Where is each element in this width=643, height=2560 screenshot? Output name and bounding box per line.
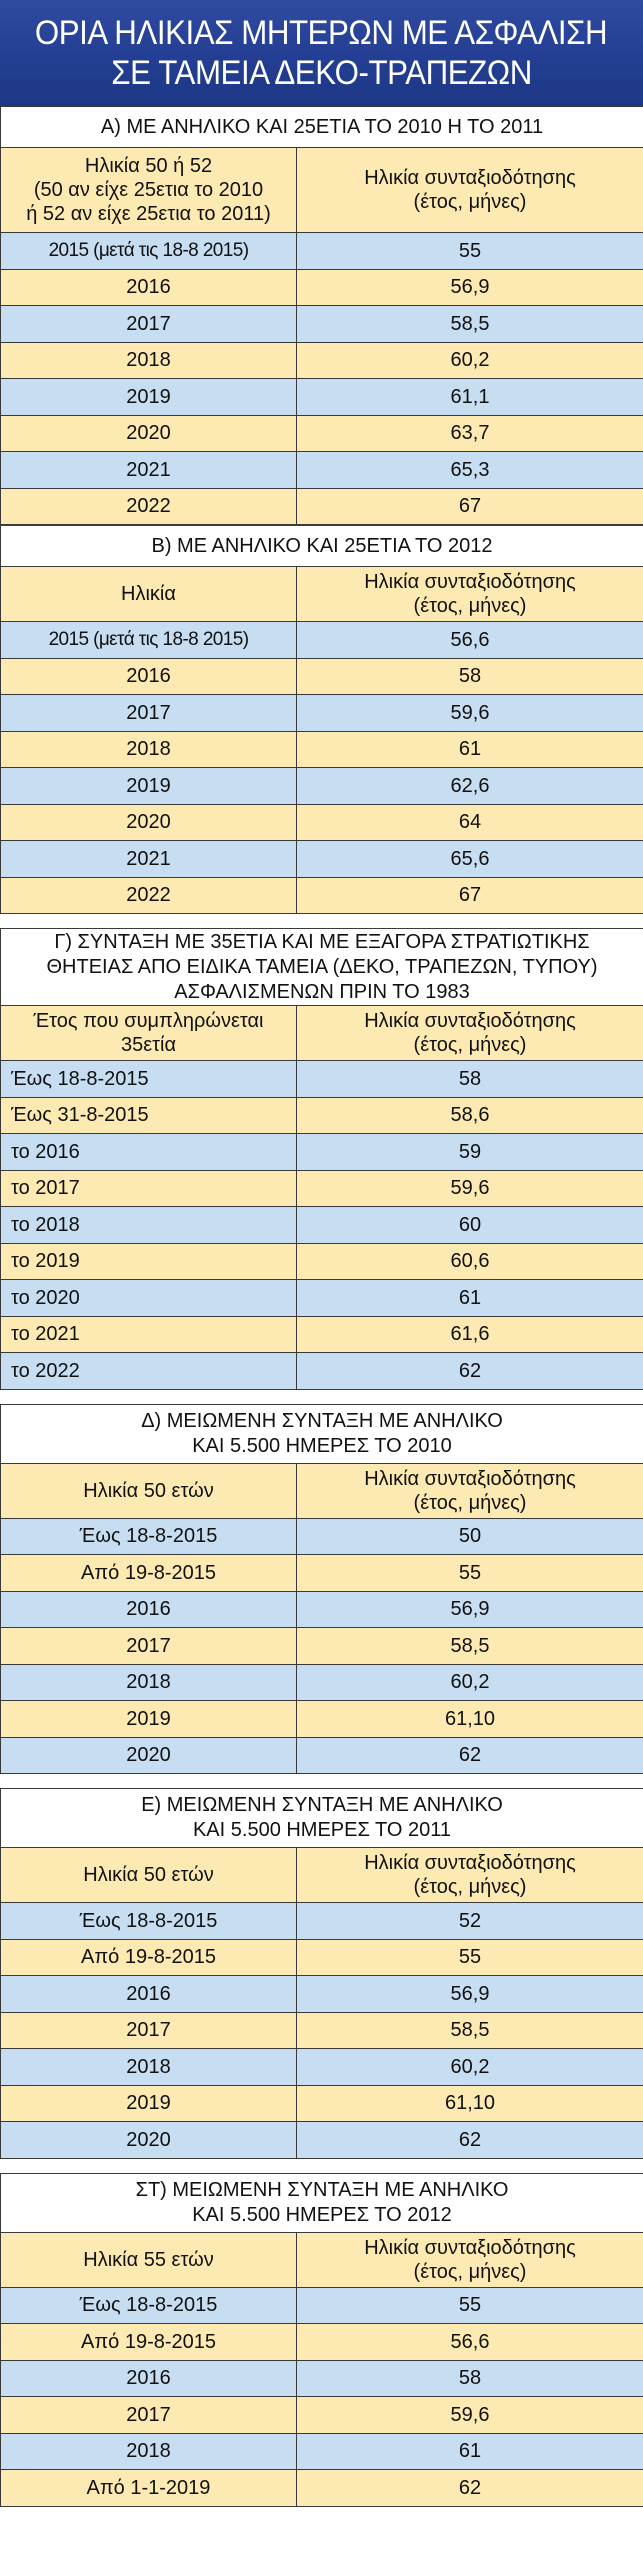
section-title-row	[1, 929, 643, 1006]
period-cell: 2022	[1, 488, 297, 525]
retirement-age-cell: 62	[297, 1353, 643, 1390]
column-header-retirement-age	[297, 1463, 643, 1518]
text-line: ΑΣΦΑΛΙΣΜΕΝΩΝ ΠΡΙΝ ΤΟ 1983	[174, 980, 470, 1003]
period-cell: Έως 18-8-2015	[1, 1903, 297, 1940]
sections-container	[0, 106, 643, 2507]
period-cell: 2018	[1, 342, 297, 379]
period-cell: 2021	[1, 452, 297, 489]
text-line: ΘΗΤΕΙΑΣ ΑΠΟ ΕΙΔΙΚΑ ΤΑΜΕΙΑ (ΔΕΚΟ, ΤΡΑΠΕΖΩΝ, ΤΥΠΟΥ)	[46, 955, 598, 978]
table-row	[1, 1701, 643, 1738]
retirement-age-cell: 61,10	[297, 1701, 643, 1738]
table-row	[1, 2012, 643, 2049]
text-line: Ηλικία συνταξιοδότησης	[364, 2236, 576, 2259]
column-header-retirement-age	[297, 2232, 643, 2287]
retirement-age-cell: 62	[297, 1737, 643, 1774]
text-line: 35ετία	[120, 1034, 177, 1056]
section-title-row	[1, 1404, 643, 1463]
section-title	[1, 1404, 643, 1463]
section-title-row	[1, 2173, 643, 2232]
section-header-row	[1, 148, 643, 233]
table-row	[1, 2360, 643, 2397]
period-cell: 2017	[1, 695, 297, 732]
retirement-age-cell: 62	[297, 2122, 643, 2159]
text-line: Δ) ΜΕΙΩΜΕΝΗ ΣΥΝΤΑΞΗ ΜΕ ΑΝΗΛΙΚΟ	[141, 1409, 503, 1432]
period-cell: το 2016	[1, 1134, 297, 1171]
text-line: Ηλικία 50 ετών	[83, 1864, 214, 1886]
text-line: Γ) ΣΥΝΤΑΞΗ ΜΕ 35ΕΤΙΑ ΚΑΙ ΜΕ ΕΞΑΓΟΡΑ ΣΤΡΑΤΙΩΤΙΚΗΣ	[54, 930, 590, 953]
retirement-age-cell: 58,5	[297, 1628, 643, 1665]
text-line: Ηλικία συνταξιοδότησης	[364, 1852, 576, 1874]
table-row	[1, 804, 643, 841]
retirement-age-cell: 55	[297, 233, 643, 270]
retirement-age-cell: 59,6	[297, 2397, 643, 2434]
section-header-row	[1, 2232, 643, 2287]
table-row	[1, 2122, 643, 2159]
table-row	[1, 2470, 643, 2507]
text-line: Ηλικία 50 ετών	[83, 1479, 214, 1502]
text-line: ΚΑΙ 5.500 ΗΜΕΡΕΣ ΤΟ 2010	[192, 1434, 452, 1457]
table-row	[1, 2397, 643, 2434]
column-header-period	[1, 1848, 297, 1903]
retirement-age-cell: 60	[297, 1207, 643, 1244]
table-row	[1, 2085, 643, 2122]
table-row	[1, 1976, 643, 2013]
period-cell: 2019	[1, 768, 297, 805]
period-cell: 2015 (μετά τις 18-8 2015)	[1, 622, 297, 659]
period-cell: 2020	[1, 1737, 297, 1774]
column-header-retirement-age	[297, 148, 643, 233]
retirement-age-cell: 55	[297, 1555, 643, 1592]
section-title	[1, 929, 643, 1006]
table-row	[1, 1170, 643, 1207]
text-line: ΚΑΙ 5.500 ΗΜΕΡΕΣ ΤΟ 2011	[192, 1819, 452, 1841]
period-cell: 2017	[1, 306, 297, 343]
retirement-age-cell: 58	[297, 2360, 643, 2397]
table-row	[1, 1134, 643, 1171]
section-header-row	[1, 1463, 643, 1518]
text-line: ΣΤ) ΜΕΙΩΜΕΝΗ ΣΥΝΤΑΞΗ ΜΕ ΑΝΗΛΙΚΟ	[135, 2178, 509, 2201]
text-line: Έτος που συμπληρώνεται	[33, 1010, 264, 1032]
period-cell: το 2019	[1, 1243, 297, 1280]
text-line: (έτος, μήνες)	[413, 191, 527, 213]
table-row	[1, 1555, 643, 1592]
section-header-row	[1, 1848, 643, 1903]
table-row	[1, 1353, 643, 1390]
column-header-retirement-age	[297, 1006, 643, 1061]
period-cell: 2015 (μετά τις 18-8 2015)	[1, 233, 297, 270]
period-cell: Έως 18-8-2015	[1, 2287, 297, 2324]
text-line: Ηλικία	[121, 583, 176, 605]
table-row	[1, 269, 643, 306]
text-line: (έτος, μήνες)	[413, 595, 527, 617]
table-row	[1, 1061, 643, 1098]
text-line: (έτος, μήνες)	[413, 1876, 527, 1898]
text-line: Β) ΜΕ ΑΝΗΛΙΚΟ ΚΑΙ 25ΕΤΙΑ ΤΟ 2012	[151, 534, 493, 557]
table-row	[1, 1737, 643, 1774]
retirement-age-cell: 61,6	[297, 1316, 643, 1353]
table-row	[1, 1518, 643, 1555]
retirement-age-cell: 58	[297, 658, 643, 695]
period-cell: 2020	[1, 804, 297, 841]
main-title-line-2: ΣΕ ΤΑΜΕΙΑ ΔΕΚΟ-ΤΡΑΠΕΖΩΝ	[111, 54, 532, 92]
table-row	[1, 415, 643, 452]
retirement-age-cell: 65,6	[297, 841, 643, 878]
table-row	[1, 342, 643, 379]
retirement-age-cell: 64	[297, 804, 643, 841]
period-cell: 2019	[1, 379, 297, 416]
retirement-age-cell: 61	[297, 1280, 643, 1317]
section-gap	[0, 1390, 643, 1404]
text-line: Ηλικία συνταξιοδότησης	[364, 1010, 576, 1032]
column-header-retirement-age	[297, 567, 643, 622]
period-cell: το 2021	[1, 1316, 297, 1353]
retirement-age-cell: 65,3	[297, 452, 643, 489]
section-title-row	[1, 526, 643, 567]
table-row	[1, 233, 643, 270]
period-cell: το 2018	[1, 1207, 297, 1244]
text-line: Ε) ΜΕΙΩΜΕΝΗ ΣΥΝΤΑΞΗ ΜΕ ΑΝΗΛΙΚΟ	[141, 1794, 503, 1816]
retirement-age-cell: 56,6	[297, 622, 643, 659]
section-title	[1, 107, 643, 148]
retirement-age-cell: 63,7	[297, 415, 643, 452]
period-cell: 2017	[1, 2012, 297, 2049]
text-line: Α) ΜΕ ΑΝΗΛΙΚΟ ΚΑΙ 25ΕΤΙΑ ΤΟ 2010 Η ΤΟ 2011	[100, 115, 544, 138]
retirement-age-cell: 58,5	[297, 2012, 643, 2049]
section-title	[1, 1789, 643, 1848]
period-cell: Από 1-1-2019	[1, 2470, 297, 2507]
table-row	[1, 1591, 643, 1628]
period-cell: 2018	[1, 2049, 297, 2086]
retirement-age-cell: 61	[297, 2433, 643, 2470]
table-row	[1, 1280, 643, 1317]
table-row	[1, 768, 643, 805]
period-cell: 2019	[1, 1701, 297, 1738]
retirement-age-cell: 61	[297, 731, 643, 768]
period-cell: 2016	[1, 1591, 297, 1628]
retirement-age-cell: 59	[297, 1134, 643, 1171]
column-header-retirement-age	[297, 1848, 643, 1903]
text-line: (έτος, μήνες)	[413, 1034, 527, 1056]
table-row	[1, 306, 643, 343]
table-row	[1, 488, 643, 525]
retirement-age-cell: 55	[297, 2287, 643, 2324]
section-title-row	[1, 107, 643, 148]
retirement-age-cell: 52	[297, 1903, 643, 1940]
section-title	[1, 526, 643, 567]
text-line: ή 52 αν είχε 25ετια το 2011)	[26, 203, 271, 225]
period-cell: Από 19-8-2015	[1, 1939, 297, 1976]
retirement-age-cell: 60,2	[297, 342, 643, 379]
table-row	[1, 1316, 643, 1353]
retirement-age-cell: 61,10	[297, 2085, 643, 2122]
retirement-age-cell: 60,2	[297, 2049, 643, 2086]
section-header-row	[1, 1006, 643, 1061]
retirement-age-cell: 50	[297, 1518, 643, 1555]
table-row	[1, 379, 643, 416]
column-header-period	[1, 1006, 297, 1061]
retirement-age-cell: 56,9	[297, 1591, 643, 1628]
period-cell: 2016	[1, 269, 297, 306]
retirement-age-cell: 58,5	[297, 306, 643, 343]
period-cell: το 2017	[1, 1170, 297, 1207]
section-header-row	[1, 567, 643, 622]
retirement-age-cell: 55	[297, 1939, 643, 1976]
retirement-age-cell: 58	[297, 1061, 643, 1098]
period-cell: 2020	[1, 2122, 297, 2159]
column-header-period	[1, 1463, 297, 1518]
table-row	[1, 2433, 643, 2470]
section-gap	[0, 1774, 643, 1788]
period-cell: 2019	[1, 2085, 297, 2122]
retirement-age-cell: 58,6	[297, 1097, 643, 1134]
retirement-age-cell: 62,6	[297, 768, 643, 805]
table-row	[1, 877, 643, 914]
retirement-age-cell: 60,2	[297, 1664, 643, 1701]
period-cell: το 2022	[1, 1353, 297, 1390]
period-cell: Έως 18-8-2015	[1, 1518, 297, 1555]
table-row	[1, 658, 643, 695]
text-line: ΚΑΙ 5.500 ΗΜΕΡΕΣ ΤΟ 2012	[192, 2203, 452, 2226]
period-cell: 2017	[1, 2397, 297, 2434]
table-row	[1, 1628, 643, 1665]
period-cell: το 2020	[1, 1280, 297, 1317]
retirement-age-cell: 61,1	[297, 379, 643, 416]
text-line: (50 αν είχε 25ετια το 2010	[33, 179, 264, 201]
period-cell: Από 19-8-2015	[1, 2324, 297, 2361]
section-table-6	[0, 2173, 643, 2507]
table-row	[1, 2287, 643, 2324]
period-cell: 2022	[1, 877, 297, 914]
text-line: Ηλικία συνταξιοδότησης	[364, 571, 576, 593]
text-line: Ηλικία 50 ή 52	[84, 155, 213, 177]
table-row	[1, 622, 643, 659]
table-row	[1, 2049, 643, 2086]
retirement-age-cell: 67	[297, 488, 643, 525]
section-table-5	[0, 1788, 643, 2159]
table-row	[1, 731, 643, 768]
table-row	[1, 1664, 643, 1701]
section-title	[1, 2173, 643, 2232]
period-cell: Έως 31-8-2015	[1, 1097, 297, 1134]
table-row	[1, 1243, 643, 1280]
retirement-age-cell: 67	[297, 877, 643, 914]
period-cell: 2021	[1, 841, 297, 878]
table-row	[1, 1939, 643, 1976]
table-row	[1, 1903, 643, 1940]
column-header-period	[1, 567, 297, 622]
retirement-age-cell: 56,6	[297, 2324, 643, 2361]
text-line: Ηλικία συνταξιοδότησης	[364, 167, 576, 189]
text-line: (έτος, μήνες)	[413, 1491, 527, 1514]
text-line: (έτος, μήνες)	[413, 2260, 527, 2283]
section-table-2	[0, 525, 643, 914]
main-title-banner	[0, 0, 643, 106]
period-cell: 2020	[1, 415, 297, 452]
text-line: Ηλικία συνταξιοδότησης	[364, 1467, 576, 1490]
table-row	[1, 695, 643, 732]
period-cell: 2016	[1, 2360, 297, 2397]
table-row	[1, 841, 643, 878]
period-cell: 2017	[1, 1628, 297, 1665]
period-cell: 2018	[1, 1664, 297, 1701]
period-cell: 2016	[1, 658, 297, 695]
period-cell: 2016	[1, 1976, 297, 2013]
retirement-age-cell: 56,9	[297, 1976, 643, 2013]
text-line: Ηλικία 55 ετών	[83, 2248, 214, 2271]
section-table-3	[0, 928, 643, 1390]
section-gap	[0, 2159, 643, 2173]
column-header-period	[1, 148, 297, 233]
retirement-age-cell: 59,6	[297, 695, 643, 732]
table-row	[1, 1097, 643, 1134]
period-cell: Από 19-8-2015	[1, 1555, 297, 1592]
retirement-age-cell: 62	[297, 2470, 643, 2507]
period-cell: Έως 18-8-2015	[1, 1061, 297, 1098]
section-table-4	[0, 1404, 643, 1775]
retirement-age-cell: 59,6	[297, 1170, 643, 1207]
main-title-line-1: ΟΡΙΑ ΗΛΙΚΙΑΣ ΜΗΤΕΡΩΝ ΜΕ ΑΣΦΑΛΙΣΗ	[35, 14, 608, 52]
period-cell: 2018	[1, 731, 297, 768]
table-row	[1, 2324, 643, 2361]
retirement-age-cell: 56,9	[297, 269, 643, 306]
section-title-row	[1, 1789, 643, 1848]
column-header-period	[1, 2232, 297, 2287]
section-table-1	[0, 106, 643, 525]
table-row	[1, 1207, 643, 1244]
retirement-age-cell: 60,6	[297, 1243, 643, 1280]
period-cell: 2018	[1, 2433, 297, 2470]
table-row	[1, 452, 643, 489]
section-gap	[0, 914, 643, 928]
